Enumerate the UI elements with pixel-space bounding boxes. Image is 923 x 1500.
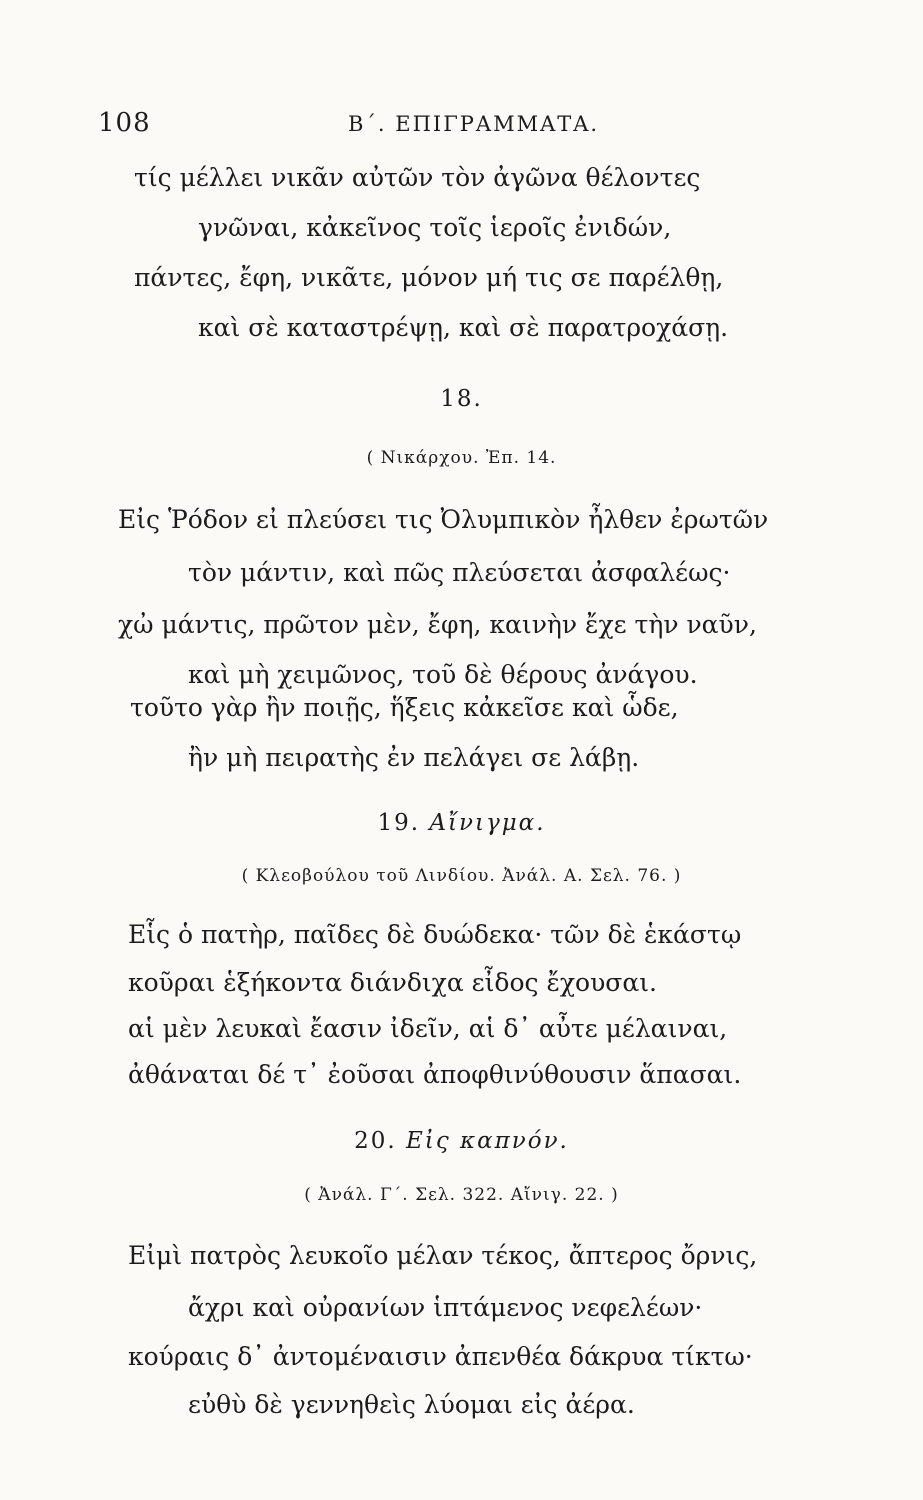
poem-number: 19. bbox=[377, 810, 421, 836]
poem-line: γνῶναι, κἀκεῖνος τοῖς ἱεροῖς ἐνιδών, bbox=[198, 213, 672, 242]
page-header bbox=[0, 108, 923, 148]
poem-line: χὠ μάντις, πρῶτον μὲν, ἔφη, καινὴν ἔχε τὴν ναῦν, bbox=[118, 610, 757, 639]
poem-line: ἀθάναται δέ τ᾽ ἐοῦσαι ἀποφθινύθουσιν ἅπασαι. bbox=[128, 1060, 742, 1089]
poem-number: 18. bbox=[440, 386, 483, 412]
poem-line: Εἷς ὁ πατὴρ, παῖδες δὲ δυώδεκα· τῶν δὲ ἑκάστῳ bbox=[128, 920, 742, 949]
poem-title: Αἴνιγμα. bbox=[429, 810, 546, 836]
poem-source: ( Νικάρχου. Ἐπ. 14. bbox=[366, 448, 557, 468]
poem-line: τὸν μάντιν, καὶ πῶς πλεύσεται ἀσφαλέως· bbox=[188, 558, 731, 587]
poem-heading bbox=[0, 810, 923, 836]
running-title: Β΄. ΕΠΙΓΡΑΜΜΑΤΑ. bbox=[348, 112, 600, 136]
poem-line: Εἰς Ῥόδον εἰ πλεύσει τις Ὀλυμπικὸν ἦλθεν ἐρωτῶν bbox=[118, 505, 769, 534]
poem-line: κούραις δ᾽ ἀντομέναισιν ἀπενθέα δάκρυα τίκτω· bbox=[128, 1342, 753, 1371]
poem-line: ἄχρι καὶ οὐρανίων ἱπτάμενος νεφελέων· bbox=[188, 1293, 703, 1322]
poem-line: εὐθὺ δὲ γεννηθεὶς λύομαι εἰς ἀέρα. bbox=[188, 1390, 635, 1419]
poem-line: Εἰμὶ πατρὸς λευκοῖο μέλαν τέκος, ἄπτερος ὄρνις, bbox=[128, 1241, 758, 1270]
poem-source: ( Ἀνάλ. Γ΄. Σελ. 322. Αἴνιγ. 22. ) bbox=[304, 1185, 619, 1205]
poem-line: πάντες, ἔφη, νικᾶτε, μόνον μή τις σε παρέλθῃ, bbox=[134, 263, 724, 292]
poem-number: 20. bbox=[354, 1128, 397, 1154]
poem-line: τοῦτο γὰρ ἢν ποιῇς, ἥξεις κἀκεῖσε καὶ ὧδε, bbox=[130, 693, 679, 722]
poem-line: καὶ μὴ χειμῶνος, τοῦ δὲ θέρους ἀνάγου. bbox=[188, 660, 698, 689]
poem-line: κοῦραι ἑξήκοντα διάνδιχα εἶδος ἔχουσαι. bbox=[128, 968, 657, 997]
poem-source: ( Κλεοβούλου τοῦ Λινδίου. Ἀνάλ. Α. Σελ. 76. ) bbox=[241, 866, 682, 886]
page-number: 108 bbox=[98, 108, 151, 138]
poem-title: Εἰς καπνόν. bbox=[406, 1128, 569, 1154]
poem-line: τίς μέλλει νικᾶν αὐτῶν τὸν ἀγῶνα θέλοντες bbox=[134, 163, 701, 192]
poem-line: αἱ μὲν λευκαὶ ἔασιν ἰδεῖν, αἱ δ᾽ αὖτε μέλαιναι, bbox=[128, 1014, 728, 1043]
poem-heading bbox=[0, 1128, 923, 1154]
poem-line: ἢν μὴ πειρατὴς ἐν πελάγει σε λάβῃ. bbox=[188, 743, 640, 772]
poem-line: καὶ σὲ καταστρέψῃ, καὶ σὲ παρατροχάσῃ. bbox=[198, 313, 729, 342]
